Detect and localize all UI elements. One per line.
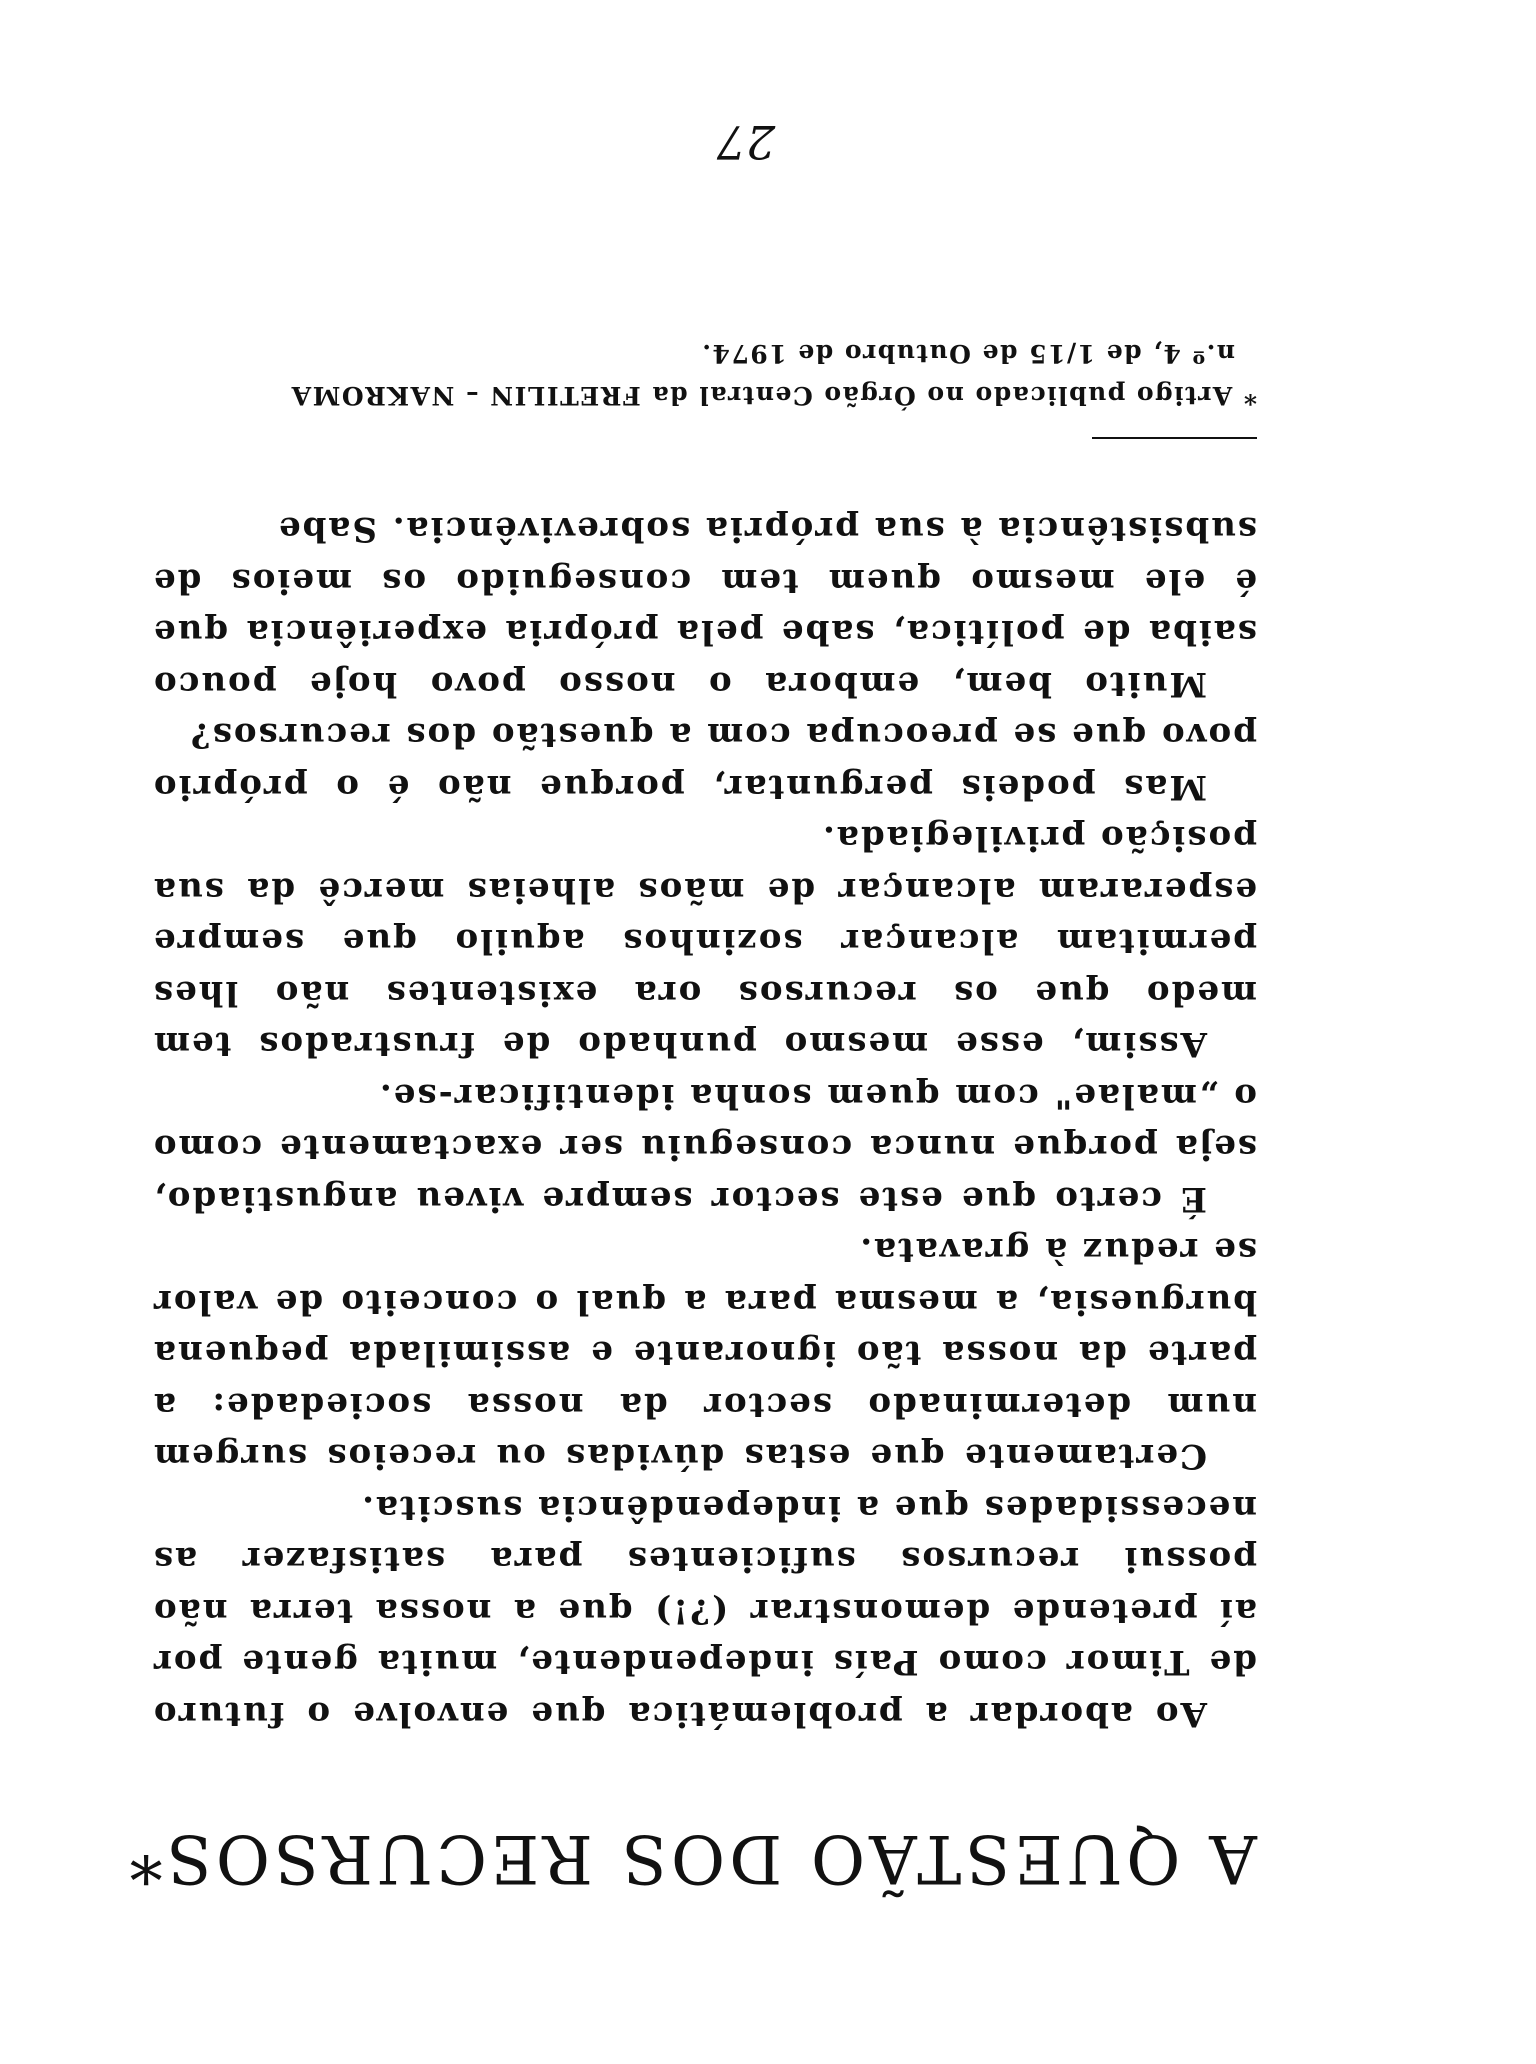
footnote-line-2 [147,332,1257,374]
footnote-line: * Artigo publicado no Órgão Central da FRETILIN – NAKROMA [290,381,1257,410]
article-title: A QUESTÃO DOS RECURSOS* [125,1820,1257,1897]
footnote-line: n.º 4, de 1/15 de Outubro de 1974. [700,339,1235,368]
paragraph: Ao abordar a problemática que envolve o futuro de Timor como País independente, muita gente por aí pretende demonstrar (?!) que a nossa terra não possui recursos suficientes para satisfazer as necessidades que a independência suscita. [152,1488,1257,1734]
page-number: 27 [716,115,776,169]
paragraph: Mas podeis perguntar, porque não é o próprio povo que se preocupa com a questão dos recursos? [152,715,1257,807]
paragraph: Certamente que estas dúvidas ou receios surgem num determinado sector da nossa sociedade: a parte da nossa tão ignorante e assimilada pequena burguesia, a mesma para a qual o conceito de valor se reduz à gravata. [152,1230,1257,1477]
footnote [147,332,1257,416]
footnote-divider [1092,437,1257,439]
paragraph: Muito bem, embora o nosso povo hoje pouco saiba de política, sabe pela própria experiência que é ele mesmo quem tem conseguido os meios de subsistência à sua própria sobrevivência. Sabe [152,509,1257,704]
article-body [152,503,1257,1739]
paragraph: É certo que este sector sempre viveu angustiado, seja porque nunca conseguiu ser exactamente como o „malae" com quem sonha identificar-se. [152,1076,1257,1219]
paragraph: Assim, esse mesmo punhado de frustrados tem medo que os recursos ora existentes não lhes permitam alcançar sozinhos aquilo que sempre esperaram alcançar de mãos alheias mercê da sua posição privilegiada. [152,818,1257,1065]
